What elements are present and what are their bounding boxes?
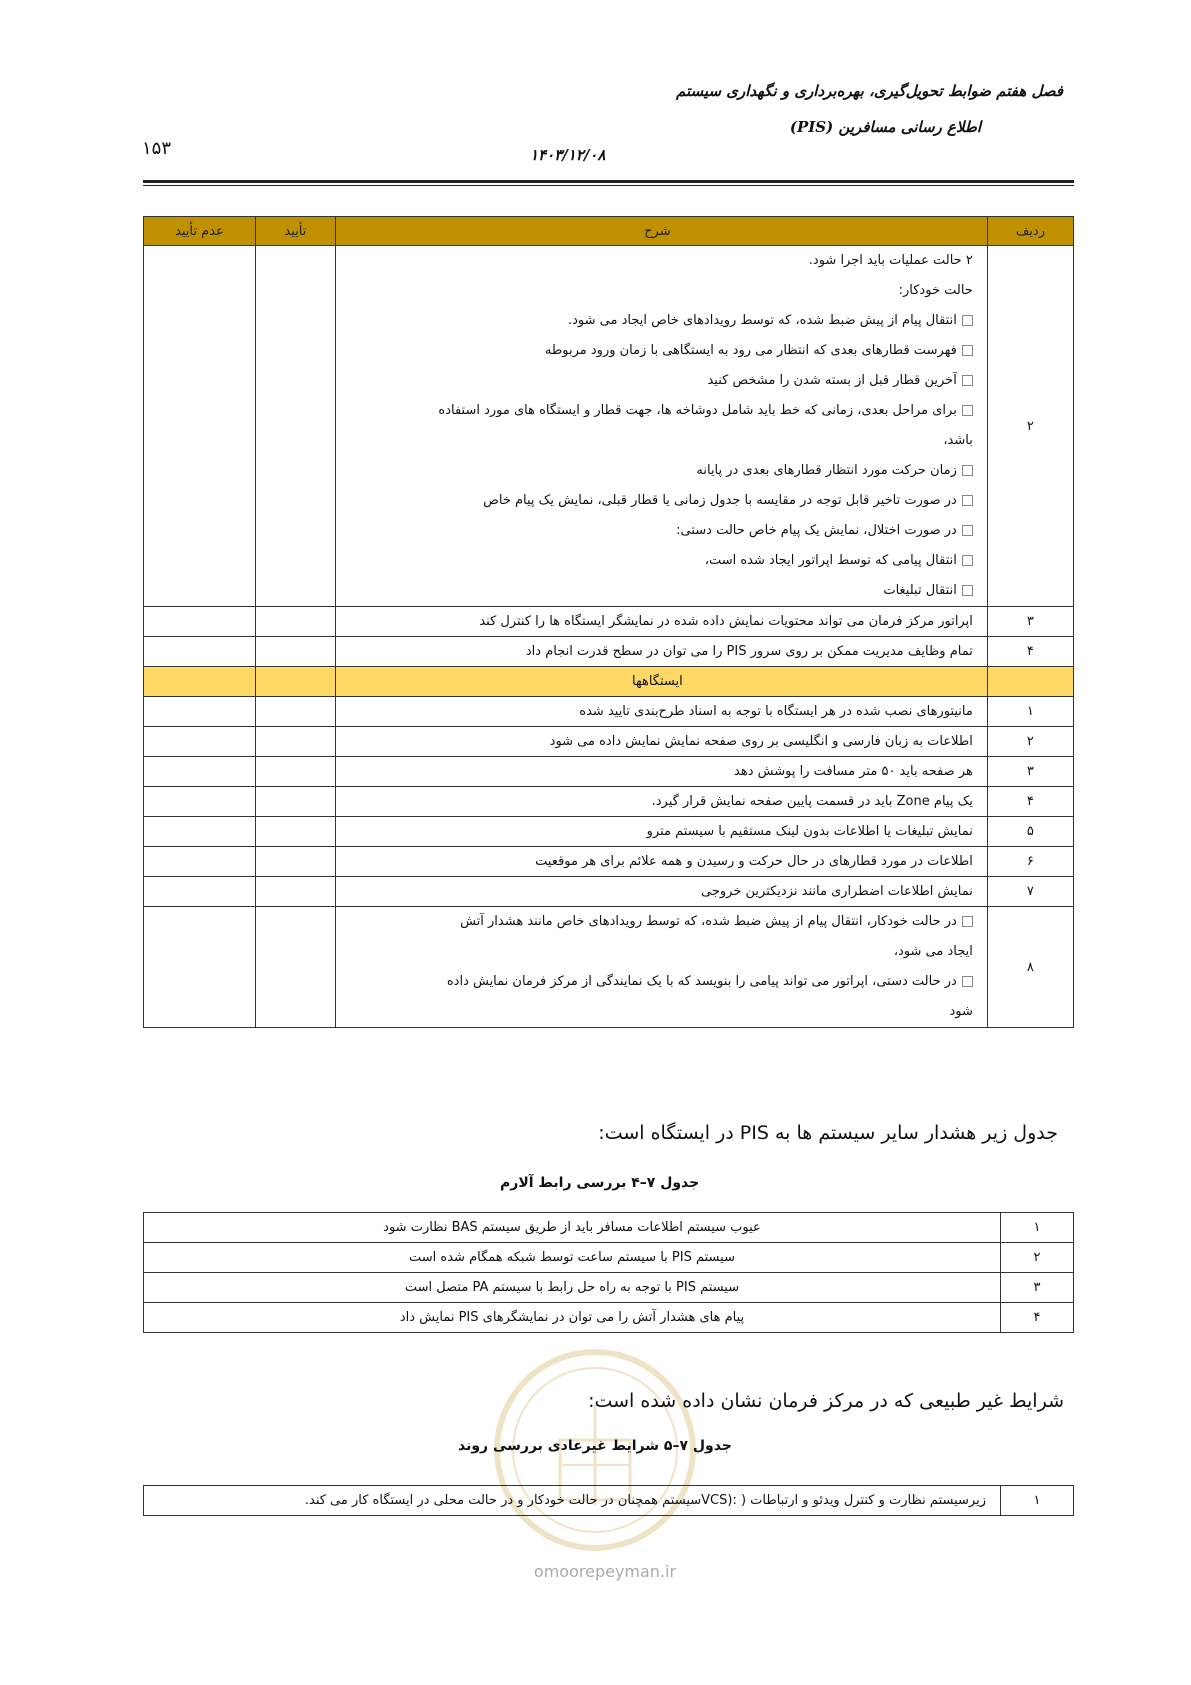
text-line: شود: [949, 1004, 973, 1019]
section-empty-cell: [144, 667, 256, 697]
checklist-line: در صورت تاخیر قابل توجه در مقایسه با جدول زمانی یا قطار قبلی، نمایش یک پیام خاص: [342, 486, 973, 516]
row-description: نمایش تبلیغات یا اطلاعات بدون لینک مستقیم با سیستم مترو: [335, 817, 987, 847]
checklist-line: آخرین قطار قبل از بسته شدن را مشخص کنید: [342, 366, 973, 396]
row-number: ۲: [987, 727, 1073, 757]
reject-cell[interactable]: [144, 727, 256, 757]
checkbox-icon: [962, 585, 973, 596]
table-row: [144, 787, 1074, 817]
header-rule: [143, 180, 1074, 183]
table-row: [144, 1273, 1074, 1303]
table-row: [144, 697, 1074, 727]
row-description: مانیتورهای نصب شده در هر ایستگاه با توجه به اسناد طرح‌بندی تایید شده: [335, 697, 987, 727]
table-row: [144, 1486, 1074, 1516]
checkbox-icon: [962, 976, 973, 987]
approve-cell[interactable]: [255, 727, 335, 757]
row-description: اطلاعات به زبان فارسی و انگلیسی بر روی صفحه نمایش نمایش داده می شود: [335, 727, 987, 757]
approve-cell[interactable]: [255, 637, 335, 667]
reject-cell[interactable]: [144, 787, 256, 817]
table-row: [144, 1213, 1074, 1243]
table-row: [144, 607, 1074, 637]
alarm-table: [143, 1212, 1074, 1333]
checklist-line: انتقال تبلیغات: [342, 576, 973, 606]
section-empty-cell: [255, 667, 335, 697]
row-number: ۴: [987, 787, 1073, 817]
reject-cell[interactable]: [144, 817, 256, 847]
checklist-line: در حالت خودکار، انتقال پیام از پیش ضبط شده، که توسط رویدادهای خاص مانند هشدار آتش: [342, 907, 973, 937]
header-rule-thin: [143, 185, 1074, 186]
checkbox-icon: [962, 345, 973, 356]
approve-cell[interactable]: [255, 757, 335, 787]
checklist-line: زمان حرکت مورد انتظار قطارهای بعدی در پایانه: [342, 456, 973, 486]
header-description: شرح: [335, 217, 987, 246]
row-number: ۴: [987, 637, 1073, 667]
checkbox-icon: [962, 916, 973, 927]
reject-cell[interactable]: [144, 907, 256, 1028]
text-line: باشد،: [943, 433, 973, 448]
row-description: هر صفحه باید ۵۰ متر مسافت را پوشش دهد: [335, 757, 987, 787]
approve-cell[interactable]: [255, 817, 335, 847]
approve-cell[interactable]: [255, 607, 335, 637]
checkbox-icon: [962, 555, 973, 566]
row-description: اطلاعات در مورد قطارهای در حال حرکت و رسیدن و همه علائم برای هر موقعیت: [335, 847, 987, 877]
reject-cell[interactable]: [144, 847, 256, 877]
table-row: [144, 637, 1074, 667]
reject-cell[interactable]: [144, 246, 256, 607]
approve-cell[interactable]: [255, 787, 335, 817]
row-description: زیرسیستم نظارت و کنترل ویدئو و ارتباطات ( :(VCSسیستم همچنان در حالت خودکار و در حالت محلی در ایستگاه کار می کند.: [144, 1486, 1001, 1516]
table-row: [144, 847, 1074, 877]
row-number: ۶: [987, 847, 1073, 877]
text-line: ۲ حالت عملیات باید اجرا شود.: [808, 253, 973, 268]
row-number: ۲: [1001, 1243, 1074, 1273]
table-row: [144, 727, 1074, 757]
watermark-website: omoorepeyman.ir: [533, 1562, 677, 1581]
row-description: اپراتور مرکز فرمان می تواند محتویات نمایش داده شده در نمایشگر ایستگاه ها را کنترل کند: [335, 607, 987, 637]
row-number: ۷: [987, 877, 1073, 907]
table-row: [144, 817, 1074, 847]
row-number: ۱: [987, 697, 1073, 727]
row-number: ۸: [987, 907, 1073, 1028]
section-title: ایستگاهها: [335, 667, 987, 697]
table-row: [144, 877, 1074, 907]
checklist-table: [143, 216, 1074, 1028]
alarm-intro-text: جدول زیر هشدار سایر سیستم ها به PIS در ایستگاه است:: [598, 1122, 1058, 1144]
checkbox-icon: [962, 525, 973, 536]
chapter-title: فصل هفتم ضوابط تحویل‌گیری، بهره‌برداری و نگهداری سیستم: [676, 82, 1063, 100]
reject-cell[interactable]: [144, 697, 256, 727]
document-date: ۱۴۰۳/۱۲/۰۸: [530, 146, 606, 164]
approve-cell[interactable]: [255, 877, 335, 907]
table-header-row: [144, 217, 1074, 246]
text-line: ایجاد می شود،: [893, 944, 973, 959]
row-description: [335, 246, 987, 607]
checklist-line: در صورت اختلال، نمایش یک پیام خاص حالت دستی:: [342, 516, 973, 546]
checklist-line: در حالت دستی، اپراتور می تواند پیامی را بنویسد که با یک نمایندگی از مرکز فرمان نمایش داده: [342, 967, 973, 997]
approve-cell[interactable]: [255, 847, 335, 877]
abnormal-intro-text: شرایط غیر طبیعی که در مرکز فرمان نشان داده شده است:: [588, 1390, 1064, 1412]
table-row: [144, 757, 1074, 787]
checkbox-icon: [962, 315, 973, 326]
row-description: سیستم PIS با سیستم ساعت توسط شبکه همگام شده است: [144, 1243, 1001, 1273]
approve-cell[interactable]: [255, 697, 335, 727]
row-description: سیستم PIS با توجه به راه حل رابط با سیستم PA متصل است: [144, 1273, 1001, 1303]
row-description: نمایش اطلاعات اضطراری مانند نزدیکترین خروجی: [335, 877, 987, 907]
row-number: ۲: [987, 246, 1073, 607]
checkbox-icon: [962, 495, 973, 506]
approve-cell[interactable]: [255, 907, 335, 1028]
page-number: ۱۵۳: [142, 138, 172, 159]
checklist-line: برای مراحل بعدی، زمانی که خط باید شامل دوشاخه ها، جهت قطار و ایستگاه های مورد استفاده: [342, 396, 973, 426]
table-row: [144, 1303, 1074, 1333]
system-title: اطلاع رسانی مسافرین (PIS): [789, 118, 981, 136]
row-number: ۵: [987, 817, 1073, 847]
abnormal-table-caption: جدول ۷–۵ شرایط غیرعادی بررسی روند: [458, 1438, 732, 1454]
reject-cell[interactable]: [144, 877, 256, 907]
row-number: ۱: [1001, 1486, 1074, 1516]
checkbox-icon: [962, 465, 973, 476]
checklist-line: انتقال پیامی که توسط اپراتور ایجاد شده است،: [342, 546, 973, 576]
row-number: ۳: [987, 757, 1073, 787]
row-description: [335, 907, 987, 1028]
checkbox-icon: [962, 375, 973, 386]
reject-cell[interactable]: [144, 607, 256, 637]
row-description: تمام وظایف مدیریت ممکن بر روی سرور PIS را می توان در سطح قدرت انجام داد: [335, 637, 987, 667]
table-row: [144, 907, 1074, 1028]
header-reject: عدم تأیید: [144, 217, 256, 246]
text-line: حالت خودکار:: [898, 283, 973, 298]
table-row: [144, 1243, 1074, 1273]
section-empty-cell: [987, 667, 1073, 697]
approve-cell[interactable]: [255, 246, 335, 607]
reject-cell[interactable]: [144, 637, 256, 667]
row-description: عیوب سیستم اطلاعات مسافر باید از طریق سیستم BAS نظارت شود: [144, 1213, 1001, 1243]
table-row: [144, 246, 1074, 607]
abnormal-table: [143, 1485, 1074, 1516]
header-row-number: ردیف: [987, 217, 1073, 246]
row-number: ۴: [1001, 1303, 1074, 1333]
row-number: ۱: [1001, 1213, 1074, 1243]
header-approve: تأیید: [255, 217, 335, 246]
checklist-line: فهرست قطارهای بعدی که انتظار می رود به ایستگاهی با زمان ورود مربوطه: [342, 336, 973, 366]
row-number: ۳: [1001, 1273, 1074, 1303]
row-description: پیام های هشدار آتش را می توان در نمایشگرهای PIS نمایش داد: [144, 1303, 1001, 1333]
row-number: ۳: [987, 607, 1073, 637]
checkbox-icon: [962, 405, 973, 416]
alarm-table-caption: جدول ۷–۴ بررسی رابط آلارم: [500, 1175, 700, 1191]
row-description: یک پیام Zone باید در قسمت پایین صفحه نمایش قرار گیرد.: [335, 787, 987, 817]
checklist-line: انتقال پیام از پیش ضبط شده، که توسط رویدادهای خاص ایجاد می شود.: [342, 306, 973, 336]
reject-cell[interactable]: [144, 757, 256, 787]
section-row-stations: [144, 667, 1074, 697]
